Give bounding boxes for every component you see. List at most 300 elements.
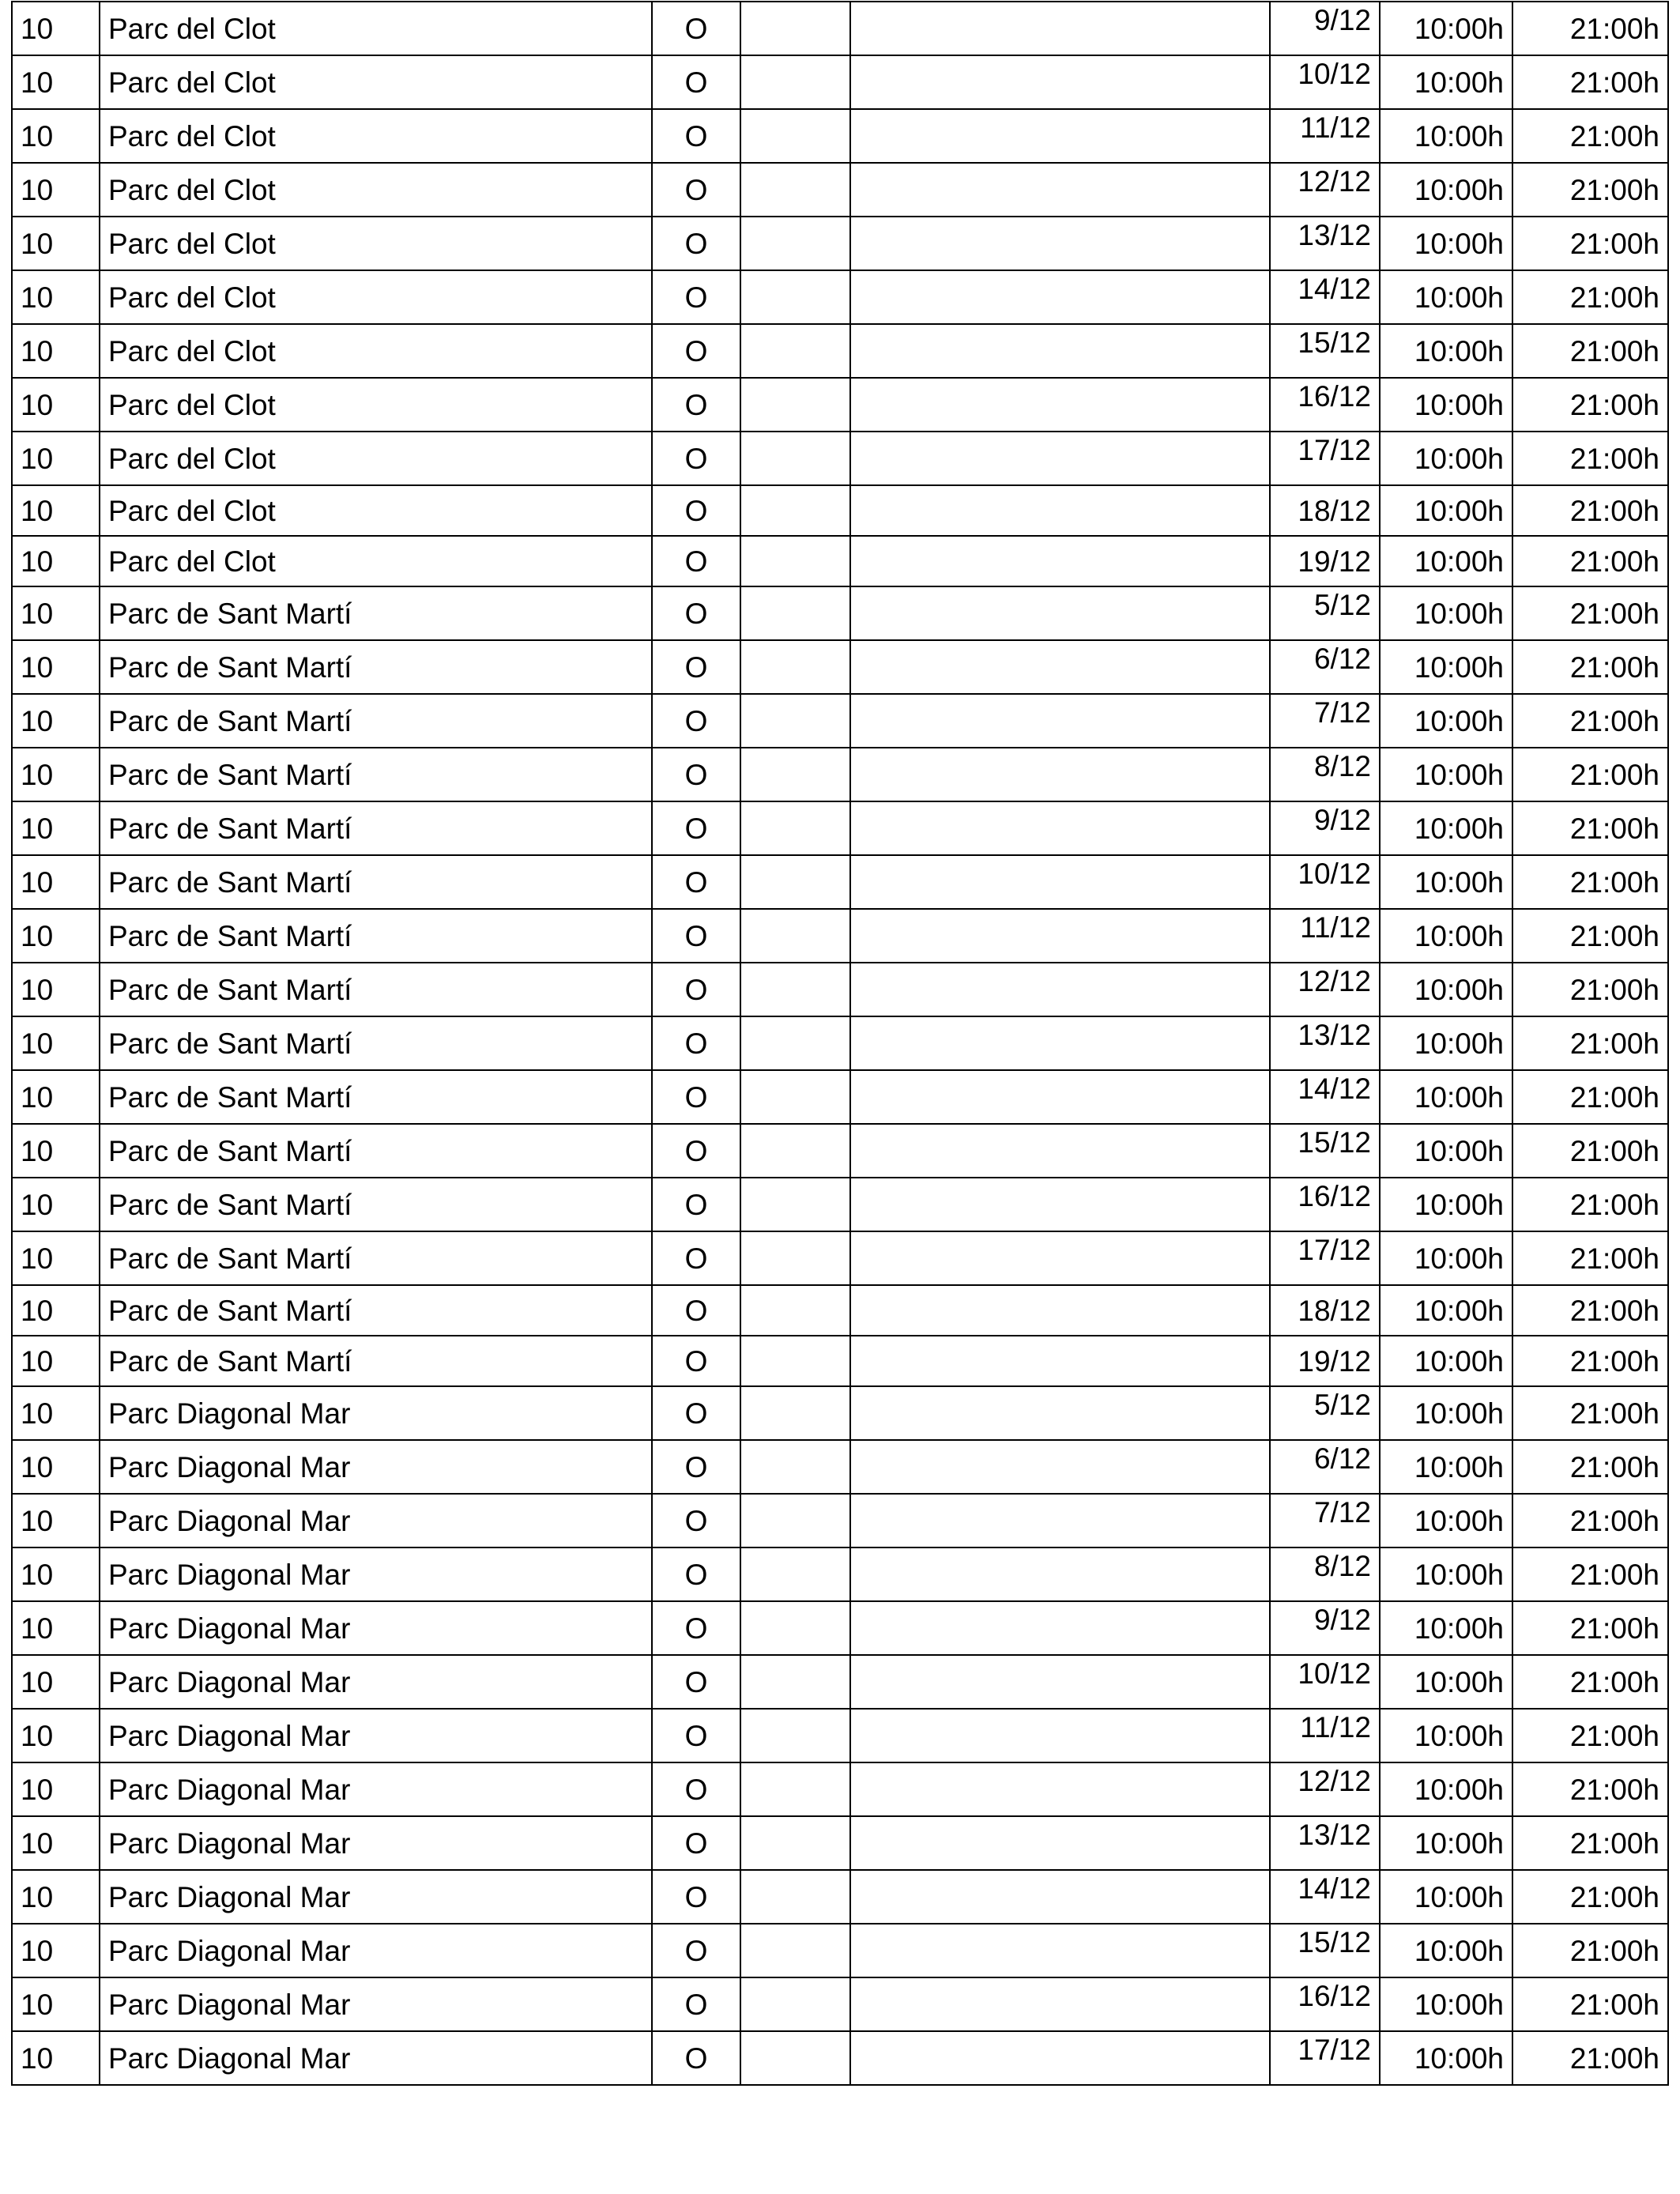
table-row	[12, 909, 1668, 963]
district-cell: 10	[12, 1070, 100, 1124]
park-name-cell: Parc de Sant Martí	[100, 1178, 652, 1231]
table-row	[12, 801, 1668, 855]
date-cell: 16/12	[1270, 1178, 1380, 1231]
table-row	[12, 1709, 1668, 1762]
mark-cell: O	[652, 1762, 740, 1816]
start-time-cell: 10:00h	[1380, 1124, 1512, 1178]
table-row	[12, 109, 1668, 163]
empty-cell	[850, 485, 1270, 536]
empty-cell	[850, 217, 1270, 270]
date-cell: 15/12	[1270, 1924, 1380, 1977]
table-row	[12, 640, 1668, 694]
park-name-cell: Parc de Sant Martí	[100, 586, 652, 640]
empty-cell	[850, 1336, 1270, 1386]
end-time-cell: 21:00h	[1512, 801, 1668, 855]
district-cell: 10	[12, 217, 100, 270]
district-cell: 10	[12, 1816, 100, 1870]
table-row	[12, 1924, 1668, 1977]
empty-cell	[850, 1547, 1270, 1601]
date-cell: 11/12	[1270, 1709, 1380, 1762]
date-cell: 12/12	[1270, 163, 1380, 217]
district-cell: 10	[12, 1601, 100, 1655]
district-cell: 10	[12, 801, 100, 855]
date-cell: 18/12	[1270, 485, 1380, 536]
date-cell: 17/12	[1270, 1231, 1380, 1285]
empty-cell	[740, 1016, 850, 1070]
empty-cell	[850, 586, 1270, 640]
date-cell: 12/12	[1270, 1762, 1380, 1816]
district-cell: 10	[12, 1336, 100, 1386]
park-name-cell: Parc del Clot	[100, 163, 652, 217]
park-name-cell: Parc de Sant Martí	[100, 694, 652, 748]
district-cell: 10	[12, 1016, 100, 1070]
empty-cell	[740, 217, 850, 270]
table-row	[12, 1336, 1668, 1386]
park-name-cell: Parc del Clot	[100, 270, 652, 324]
mark-cell: O	[652, 1440, 740, 1494]
table-row	[12, 2, 1668, 55]
mark-cell: O	[652, 909, 740, 963]
end-time-cell: 21:00h	[1512, 640, 1668, 694]
date-cell: 7/12	[1270, 694, 1380, 748]
empty-cell	[850, 1231, 1270, 1285]
end-time-cell: 21:00h	[1512, 1231, 1668, 1285]
date-cell: 15/12	[1270, 1124, 1380, 1178]
park-name-cell: Parc Diagonal Mar	[100, 1655, 652, 1709]
date-cell: 10/12	[1270, 1655, 1380, 1709]
date-cell: 15/12	[1270, 324, 1380, 378]
park-name-cell: Parc Diagonal Mar	[100, 1977, 652, 2031]
mark-cell: O	[652, 1601, 740, 1655]
table-row	[12, 432, 1668, 485]
empty-cell	[850, 694, 1270, 748]
empty-cell	[850, 2, 1270, 55]
mark-cell: O	[652, 640, 740, 694]
empty-cell	[850, 855, 1270, 909]
empty-cell	[850, 748, 1270, 801]
end-time-cell: 21:00h	[1512, 1386, 1668, 1440]
start-time-cell: 10:00h	[1380, 109, 1512, 163]
mark-cell: O	[652, 324, 740, 378]
district-cell: 10	[12, 2031, 100, 2085]
park-name-cell: Parc Diagonal Mar	[100, 2031, 652, 2085]
start-time-cell: 10:00h	[1380, 2031, 1512, 2085]
end-time-cell: 21:00h	[1512, 1924, 1668, 1977]
empty-cell	[740, 801, 850, 855]
table-row	[12, 2031, 1668, 2085]
table-row	[12, 1494, 1668, 1547]
table-row	[12, 1870, 1668, 1924]
mark-cell: O	[652, 1816, 740, 1870]
end-time-cell: 21:00h	[1512, 55, 1668, 109]
start-time-cell: 10:00h	[1380, 748, 1512, 801]
district-cell: 10	[12, 1977, 100, 2031]
start-time-cell: 10:00h	[1380, 1601, 1512, 1655]
empty-cell	[740, 963, 850, 1016]
district-cell: 10	[12, 1440, 100, 1494]
empty-cell	[850, 270, 1270, 324]
start-time-cell: 10:00h	[1380, 1231, 1512, 1285]
mark-cell: O	[652, 270, 740, 324]
date-cell: 13/12	[1270, 1016, 1380, 1070]
table-row	[12, 1124, 1668, 1178]
empty-cell	[740, 1124, 850, 1178]
table-row	[12, 217, 1668, 270]
empty-cell	[850, 1440, 1270, 1494]
start-time-cell: 10:00h	[1380, 694, 1512, 748]
park-name-cell: Parc de Sant Martí	[100, 855, 652, 909]
park-name-cell: Parc Diagonal Mar	[100, 1816, 652, 1870]
empty-cell	[850, 378, 1270, 432]
empty-cell	[740, 2, 850, 55]
district-cell: 10	[12, 1547, 100, 1601]
start-time-cell: 10:00h	[1380, 378, 1512, 432]
empty-cell	[850, 801, 1270, 855]
mark-cell: O	[652, 748, 740, 801]
park-name-cell: Parc del Clot	[100, 324, 652, 378]
start-time-cell: 10:00h	[1380, 270, 1512, 324]
district-cell: 10	[12, 1870, 100, 1924]
table-row	[12, 1601, 1668, 1655]
end-time-cell: 21:00h	[1512, 1816, 1668, 1870]
park-name-cell: Parc del Clot	[100, 378, 652, 432]
empty-cell	[850, 163, 1270, 217]
end-time-cell: 21:00h	[1512, 432, 1668, 485]
mark-cell: O	[652, 1494, 740, 1547]
table-row	[12, 1178, 1668, 1231]
district-cell: 10	[12, 694, 100, 748]
park-name-cell: Parc de Sant Martí	[100, 748, 652, 801]
mark-cell: O	[652, 694, 740, 748]
date-cell: 7/12	[1270, 1494, 1380, 1547]
district-cell: 10	[12, 324, 100, 378]
table-row	[12, 55, 1668, 109]
empty-cell	[740, 270, 850, 324]
start-time-cell: 10:00h	[1380, 1016, 1512, 1070]
empty-cell	[850, 1070, 1270, 1124]
empty-cell	[740, 1601, 850, 1655]
start-time-cell: 10:00h	[1380, 55, 1512, 109]
end-time-cell: 21:00h	[1512, 1709, 1668, 1762]
table-row	[12, 748, 1668, 801]
mark-cell: O	[652, 1178, 740, 1231]
empty-cell	[740, 485, 850, 536]
park-name-cell: Parc del Clot	[100, 536, 652, 586]
end-time-cell: 21:00h	[1512, 748, 1668, 801]
date-cell: 11/12	[1270, 909, 1380, 963]
district-cell: 10	[12, 1178, 100, 1231]
date-cell: 16/12	[1270, 1977, 1380, 2031]
end-time-cell: 21:00h	[1512, 536, 1668, 586]
mark-cell: O	[652, 1709, 740, 1762]
empty-cell	[740, 378, 850, 432]
district-cell: 10	[12, 1762, 100, 1816]
mark-cell: O	[652, 801, 740, 855]
table-row	[12, 586, 1668, 640]
mark-cell: O	[652, 1231, 740, 1285]
table-row	[12, 1655, 1668, 1709]
district-cell: 10	[12, 485, 100, 536]
end-time-cell: 21:00h	[1512, 1977, 1668, 2031]
date-cell: 19/12	[1270, 536, 1380, 586]
empty-cell	[740, 1870, 850, 1924]
park-name-cell: Parc Diagonal Mar	[100, 1440, 652, 1494]
schedule-rows	[12, 2, 1668, 2085]
district-cell: 10	[12, 1386, 100, 1440]
mark-cell: O	[652, 378, 740, 432]
mark-cell: O	[652, 855, 740, 909]
park-name-cell: Parc Diagonal Mar	[100, 1494, 652, 1547]
date-cell: 13/12	[1270, 1816, 1380, 1870]
district-cell: 10	[12, 163, 100, 217]
end-time-cell: 21:00h	[1512, 109, 1668, 163]
park-name-cell: Parc Diagonal Mar	[100, 1386, 652, 1440]
district-cell: 10	[12, 748, 100, 801]
table-row	[12, 1440, 1668, 1494]
empty-cell	[850, 1016, 1270, 1070]
table-row	[12, 1016, 1668, 1070]
date-cell: 12/12	[1270, 963, 1380, 1016]
empty-cell	[740, 432, 850, 485]
district-cell: 10	[12, 1709, 100, 1762]
empty-cell	[740, 1494, 850, 1547]
park-name-cell: Parc Diagonal Mar	[100, 1762, 652, 1816]
empty-cell	[740, 1440, 850, 1494]
district-cell: 10	[12, 1924, 100, 1977]
park-name-cell: Parc de Sant Martí	[100, 640, 652, 694]
empty-cell	[740, 1070, 850, 1124]
date-cell: 19/12	[1270, 1336, 1380, 1386]
table-row	[12, 1231, 1668, 1285]
empty-cell	[850, 536, 1270, 586]
start-time-cell: 10:00h	[1380, 1285, 1512, 1336]
start-time-cell: 10:00h	[1380, 485, 1512, 536]
date-cell: 13/12	[1270, 217, 1380, 270]
end-time-cell: 21:00h	[1512, 1870, 1668, 1924]
empty-cell	[850, 1977, 1270, 2031]
start-time-cell: 10:00h	[1380, 163, 1512, 217]
mark-cell: O	[652, 1655, 740, 1709]
end-time-cell: 21:00h	[1512, 1016, 1668, 1070]
district-cell: 10	[12, 1285, 100, 1336]
district-cell: 10	[12, 378, 100, 432]
end-time-cell: 21:00h	[1512, 1178, 1668, 1231]
date-cell: 5/12	[1270, 586, 1380, 640]
mark-cell: O	[652, 963, 740, 1016]
empty-cell	[850, 1924, 1270, 1977]
end-time-cell: 21:00h	[1512, 1547, 1668, 1601]
district-cell: 10	[12, 1655, 100, 1709]
start-time-cell: 10:00h	[1380, 2, 1512, 55]
empty-cell	[740, 1386, 850, 1440]
park-name-cell: Parc del Clot	[100, 485, 652, 536]
end-time-cell: 21:00h	[1512, 2031, 1668, 2085]
empty-cell	[850, 1494, 1270, 1547]
district-cell: 10	[12, 109, 100, 163]
empty-cell	[850, 55, 1270, 109]
end-time-cell: 21:00h	[1512, 1285, 1668, 1336]
start-time-cell: 10:00h	[1380, 909, 1512, 963]
mark-cell: O	[652, 536, 740, 586]
empty-cell	[740, 55, 850, 109]
start-time-cell: 10:00h	[1380, 640, 1512, 694]
district-cell: 10	[12, 1231, 100, 1285]
end-time-cell: 21:00h	[1512, 855, 1668, 909]
empty-cell	[740, 909, 850, 963]
start-time-cell: 10:00h	[1380, 536, 1512, 586]
park-name-cell: Parc del Clot	[100, 55, 652, 109]
end-time-cell: 21:00h	[1512, 1762, 1668, 1816]
empty-cell	[740, 694, 850, 748]
park-name-cell: Parc de Sant Martí	[100, 909, 652, 963]
mark-cell: O	[652, 1977, 740, 2031]
end-time-cell: 21:00h	[1512, 1494, 1668, 1547]
end-time-cell: 21:00h	[1512, 694, 1668, 748]
park-name-cell: Parc Diagonal Mar	[100, 1870, 652, 1924]
end-time-cell: 21:00h	[1512, 963, 1668, 1016]
date-cell: 16/12	[1270, 378, 1380, 432]
empty-cell	[850, 109, 1270, 163]
district-cell: 10	[12, 855, 100, 909]
end-time-cell: 21:00h	[1512, 324, 1668, 378]
mark-cell: O	[652, 1016, 740, 1070]
mark-cell: O	[652, 1336, 740, 1386]
date-cell: 10/12	[1270, 855, 1380, 909]
table-row	[12, 855, 1668, 909]
table-row	[12, 1762, 1668, 1816]
date-cell: 8/12	[1270, 1547, 1380, 1601]
end-time-cell: 21:00h	[1512, 1124, 1668, 1178]
start-time-cell: 10:00h	[1380, 1547, 1512, 1601]
start-time-cell: 10:00h	[1380, 963, 1512, 1016]
mark-cell: O	[652, 1870, 740, 1924]
park-name-cell: Parc Diagonal Mar	[100, 1601, 652, 1655]
park-name-cell: Parc del Clot	[100, 2, 652, 55]
date-cell: 9/12	[1270, 2, 1380, 55]
district-cell: 10	[12, 586, 100, 640]
start-time-cell: 10:00h	[1380, 855, 1512, 909]
park-name-cell: Parc del Clot	[100, 432, 652, 485]
end-time-cell: 21:00h	[1512, 1440, 1668, 1494]
end-time-cell: 21:00h	[1512, 1601, 1668, 1655]
mark-cell: O	[652, 586, 740, 640]
empty-cell	[740, 1336, 850, 1386]
park-name-cell: Parc de Sant Martí	[100, 1231, 652, 1285]
date-cell: 14/12	[1270, 1870, 1380, 1924]
table-row	[12, 1816, 1668, 1870]
empty-cell	[850, 1762, 1270, 1816]
empty-cell	[740, 536, 850, 586]
district-cell: 10	[12, 270, 100, 324]
date-cell: 14/12	[1270, 1070, 1380, 1124]
end-time-cell: 21:00h	[1512, 485, 1668, 536]
empty-cell	[740, 2031, 850, 2085]
empty-cell	[850, 324, 1270, 378]
start-time-cell: 10:00h	[1380, 1178, 1512, 1231]
date-cell: 6/12	[1270, 640, 1380, 694]
table-row	[12, 485, 1668, 536]
mark-cell: O	[652, 1124, 740, 1178]
end-time-cell: 21:00h	[1512, 378, 1668, 432]
mark-cell: O	[652, 2, 740, 55]
start-time-cell: 10:00h	[1380, 1070, 1512, 1124]
date-cell: 18/12	[1270, 1285, 1380, 1336]
empty-cell	[850, 1386, 1270, 1440]
district-cell: 10	[12, 2, 100, 55]
empty-cell	[740, 1977, 850, 2031]
empty-cell	[850, 1285, 1270, 1336]
park-name-cell: Parc Diagonal Mar	[100, 1547, 652, 1601]
park-name-cell: Parc de Sant Martí	[100, 963, 652, 1016]
empty-cell	[740, 1816, 850, 1870]
district-cell: 10	[12, 1124, 100, 1178]
park-name-cell: Parc Diagonal Mar	[100, 1709, 652, 1762]
empty-cell	[740, 1285, 850, 1336]
table-row	[12, 378, 1668, 432]
empty-cell	[740, 1924, 850, 1977]
date-cell: 9/12	[1270, 1601, 1380, 1655]
mark-cell: O	[652, 1285, 740, 1336]
mark-cell: O	[652, 2031, 740, 2085]
table-row	[12, 1285, 1668, 1336]
end-time-cell: 21:00h	[1512, 2, 1668, 55]
park-name-cell: Parc de Sant Martí	[100, 1336, 652, 1386]
start-time-cell: 10:00h	[1380, 1816, 1512, 1870]
date-cell: 17/12	[1270, 432, 1380, 485]
mark-cell: O	[652, 109, 740, 163]
schedule-table	[11, 1, 1669, 2086]
district-cell: 10	[12, 909, 100, 963]
district-cell: 10	[12, 1494, 100, 1547]
start-time-cell: 10:00h	[1380, 217, 1512, 270]
empty-cell	[740, 1762, 850, 1816]
park-name-cell: Parc del Clot	[100, 109, 652, 163]
empty-cell	[850, 963, 1270, 1016]
date-cell: 11/12	[1270, 109, 1380, 163]
district-cell: 10	[12, 963, 100, 1016]
end-time-cell: 21:00h	[1512, 270, 1668, 324]
end-time-cell: 21:00h	[1512, 1070, 1668, 1124]
park-name-cell: Parc Diagonal Mar	[100, 1924, 652, 1977]
start-time-cell: 10:00h	[1380, 1924, 1512, 1977]
table-row	[12, 694, 1668, 748]
empty-cell	[850, 1655, 1270, 1709]
empty-cell	[850, 1816, 1270, 1870]
empty-cell	[850, 2031, 1270, 2085]
mark-cell: O	[652, 217, 740, 270]
table-row	[12, 1547, 1668, 1601]
table-row	[12, 1977, 1668, 2031]
end-time-cell: 21:00h	[1512, 586, 1668, 640]
date-cell: 10/12	[1270, 55, 1380, 109]
mark-cell: O	[652, 1070, 740, 1124]
empty-cell	[850, 1601, 1270, 1655]
empty-cell	[850, 909, 1270, 963]
park-name-cell: Parc de Sant Martí	[100, 1285, 652, 1336]
district-cell: 10	[12, 536, 100, 586]
empty-cell	[740, 1547, 850, 1601]
empty-cell	[740, 1178, 850, 1231]
start-time-cell: 10:00h	[1380, 1709, 1512, 1762]
district-cell: 10	[12, 432, 100, 485]
empty-cell	[850, 640, 1270, 694]
start-time-cell: 10:00h	[1380, 1870, 1512, 1924]
start-time-cell: 10:00h	[1380, 586, 1512, 640]
start-time-cell: 10:00h	[1380, 1336, 1512, 1386]
start-time-cell: 10:00h	[1380, 1762, 1512, 1816]
empty-cell	[850, 1124, 1270, 1178]
table-row	[12, 963, 1668, 1016]
